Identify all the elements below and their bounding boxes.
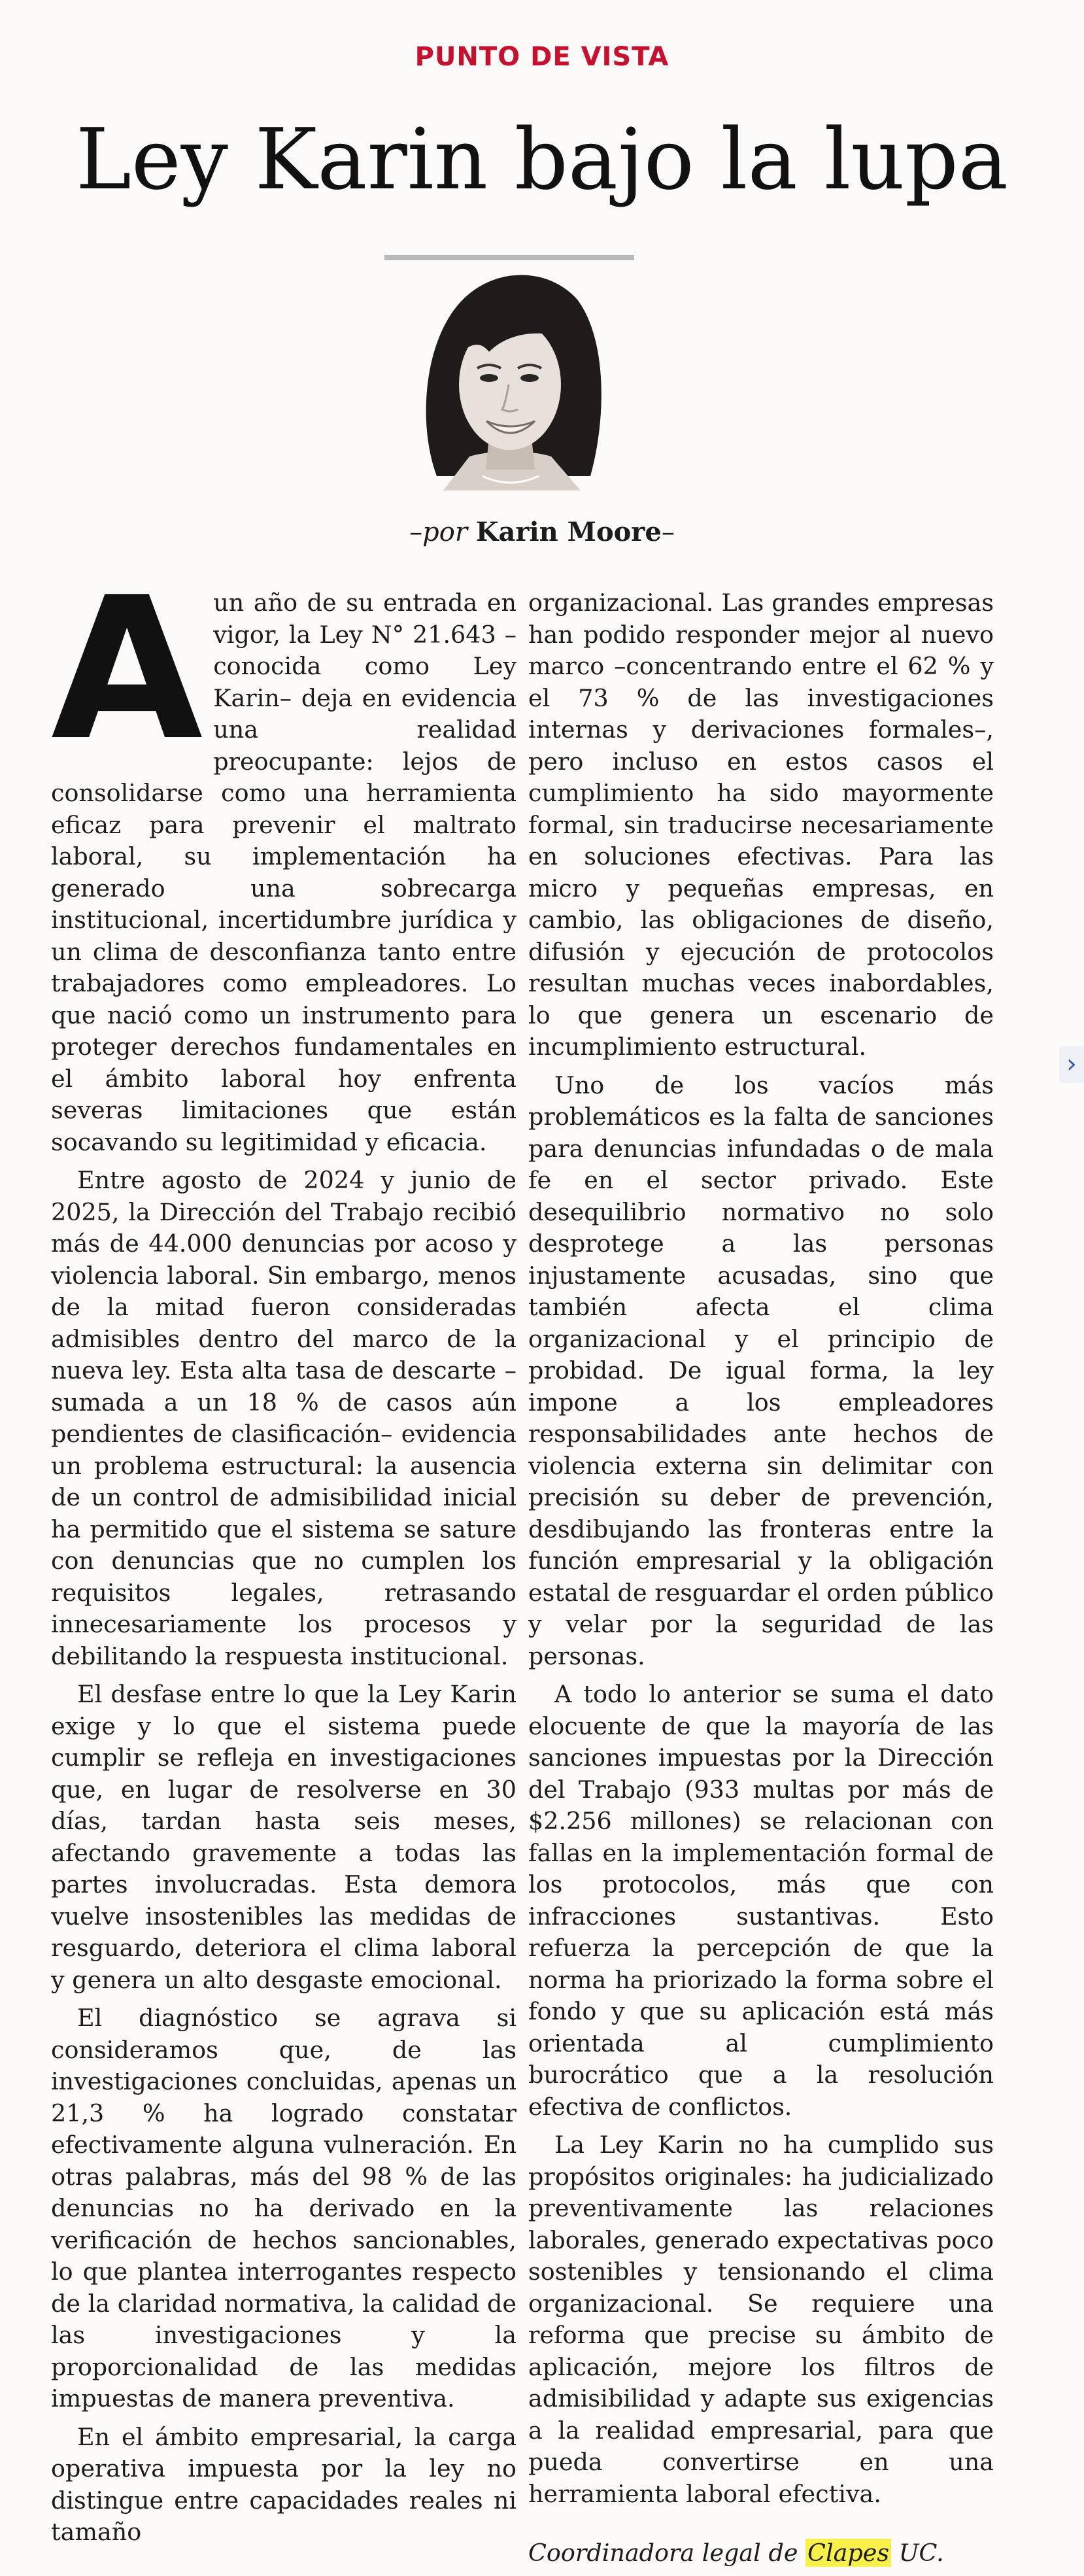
section-kicker: PUNTO DE VISTA	[415, 42, 669, 72]
paragraph: El desfase entre lo que la Ley Karin exige y lo que el sistema puede cumplir se refleja en investigaciones que, en lugar de resolverse en 30 días, tardan hasta seis meses, afectando gravemente a todas las partes involucradas. Esta demora vuelve insostenibles las medidas de resguardo, deteriora el clima laboral y genera un alto desgaste emocional.	[51, 1680, 517, 1994]
drop-cap: A	[51, 555, 203, 783]
author-name: Karin Moore	[475, 517, 662, 547]
headline: Ley Karin bajo la lupa	[75, 111, 1009, 209]
article-column-right	[528, 587, 994, 2576]
author-affiliation: Coordinadora legal de Clapes UC.	[528, 2539, 944, 2567]
paragraph: En el ámbito empresarial, la carga operativa impuesta por la ley no distingue entre capacidades reales ni tamaño	[51, 2422, 517, 2546]
paragraph: Aun año de su entrada en vigor, la Ley N° 21.643 –conocida como Ley Karin– deja en evidencia una realidad preocupante: lejos de consolidarse como una herramienta eficaz para prevenir el maltrato laboral, su implementación ha generado una sobrecarga institucional, incertidumbre jurídica y un clima de desconfianza tanto entre trabajadores como empleadores. Lo que nació como un instrumento para proteger derechos fundamentales en el ámbito laboral hoy enfrenta severas limitaciones que están socavando su legitimidad y eficacia.	[51, 555, 517, 1156]
highlighted-text: Clapes	[805, 2539, 891, 2567]
paragraph: Uno de los vacíos más problemáticos es la falta de sanciones para denuncias infundadas o de mala fe en el sector privado. Este desequilibrio normativo no solo desprotege a las personas injustamente acusadas, sino que también afecta el clima organizacional y el principio de probidad. De igual forma, la ley impone a los empleadores responsabilidades ante hechos de violencia externa sin delimitar con precisión su deber de prevención, desdibujando las fronteras entre la función empresarial y la obligación estatal de resguardar el orden público y velar por la seguridad de las personas.	[528, 1071, 994, 1670]
byline	[0, 517, 1084, 547]
author-portrait	[391, 260, 626, 490]
paragraph: organizacional. Las grandes empresas han podido responder mejor al nuevo marco –concentrando entre el 62 % y el 73 % de las investigaciones internas y derivaciones formales–, pero incluso en estos casos el cumplimiento ha sido mayormente formal, sin traducirse necesariamente en soluciones efectivas. Para las micro y pequeñas empresas, en cambio, las obligaciones de diseño, difusión y ejecución de protocolos resultan muchas veces inabordables, lo que genera un escenario de incumplimiento estructural.	[528, 589, 994, 1061]
byline-prefix: –por	[409, 517, 476, 547]
paragraph: Entre agosto de 2024 y junio de 2025, la Dirección del Trabajo recibió más de 44.000 denuncias por acoso y violencia laboral. Sin embargo, menos de la mitad fueron consideradas admisibles dentro del marco de la nueva ley. Esta alta tasa de descarte –sumada a un 18 % de casos aún pendientes de clasificación– evidencia un problema estructural: la ausencia de un control de admisibilidad inicial ha permitido que el sistema se sature con denuncias que no cumplen los requisitos legales, retrasando innecesariamente los procesos y debilitando la respuesta institucional.	[51, 1166, 517, 1670]
paragraph: A todo lo anterior se suma el dato elocuente de que la mayoría de las sanciones impuestas por la Dirección del Trabajo (933 multas por más de $2.256 millones) se relacionan con fallas en la implementación formal de los protocolos, más que con infracciones sustantivas. Esto refuerza la percepción de que la norma ha priorizado la forma sobre el fondo y que su aplicación está más orientada al cumplimiento burocrático que a la resolución efectiva de conflictos.	[528, 1680, 994, 2121]
paragraph: El diagnóstico se agrava si consideramos que, de las investigaciones concluidas, apenas un 21,3 % ha logrado constatar efectivamente alguna vulneración. En otras palabras, más del 98 % de las denuncias no ha derivado en la verificación de hechos sancionables, lo que plantea interrogantes respecto de la claridad normativa, la calidad de las investigaciones y la proporcionalidad de las medidas impuestas de manera preventiva.	[51, 2004, 517, 2413]
divider-rule	[384, 255, 634, 260]
article-column-left	[51, 555, 517, 2555]
byline-suffix: –	[661, 517, 675, 547]
chevron-right-icon[interactable]: ›	[1059, 1046, 1084, 1083]
paragraph: La Ley Karin no ha cumplido sus propósitos originales: ha judicializado preventivamente las relaciones laborales, generado expectativas poco sostenibles y tensionando el clima organizacional. Se requiere una reforma que precise su ámbito de aplicación, mejore los filtros de admisibilidad y adapte sus exigencias a la realidad empresarial, para que pueda convertirse en una herramienta laboral efectiva.	[528, 2131, 994, 2508]
